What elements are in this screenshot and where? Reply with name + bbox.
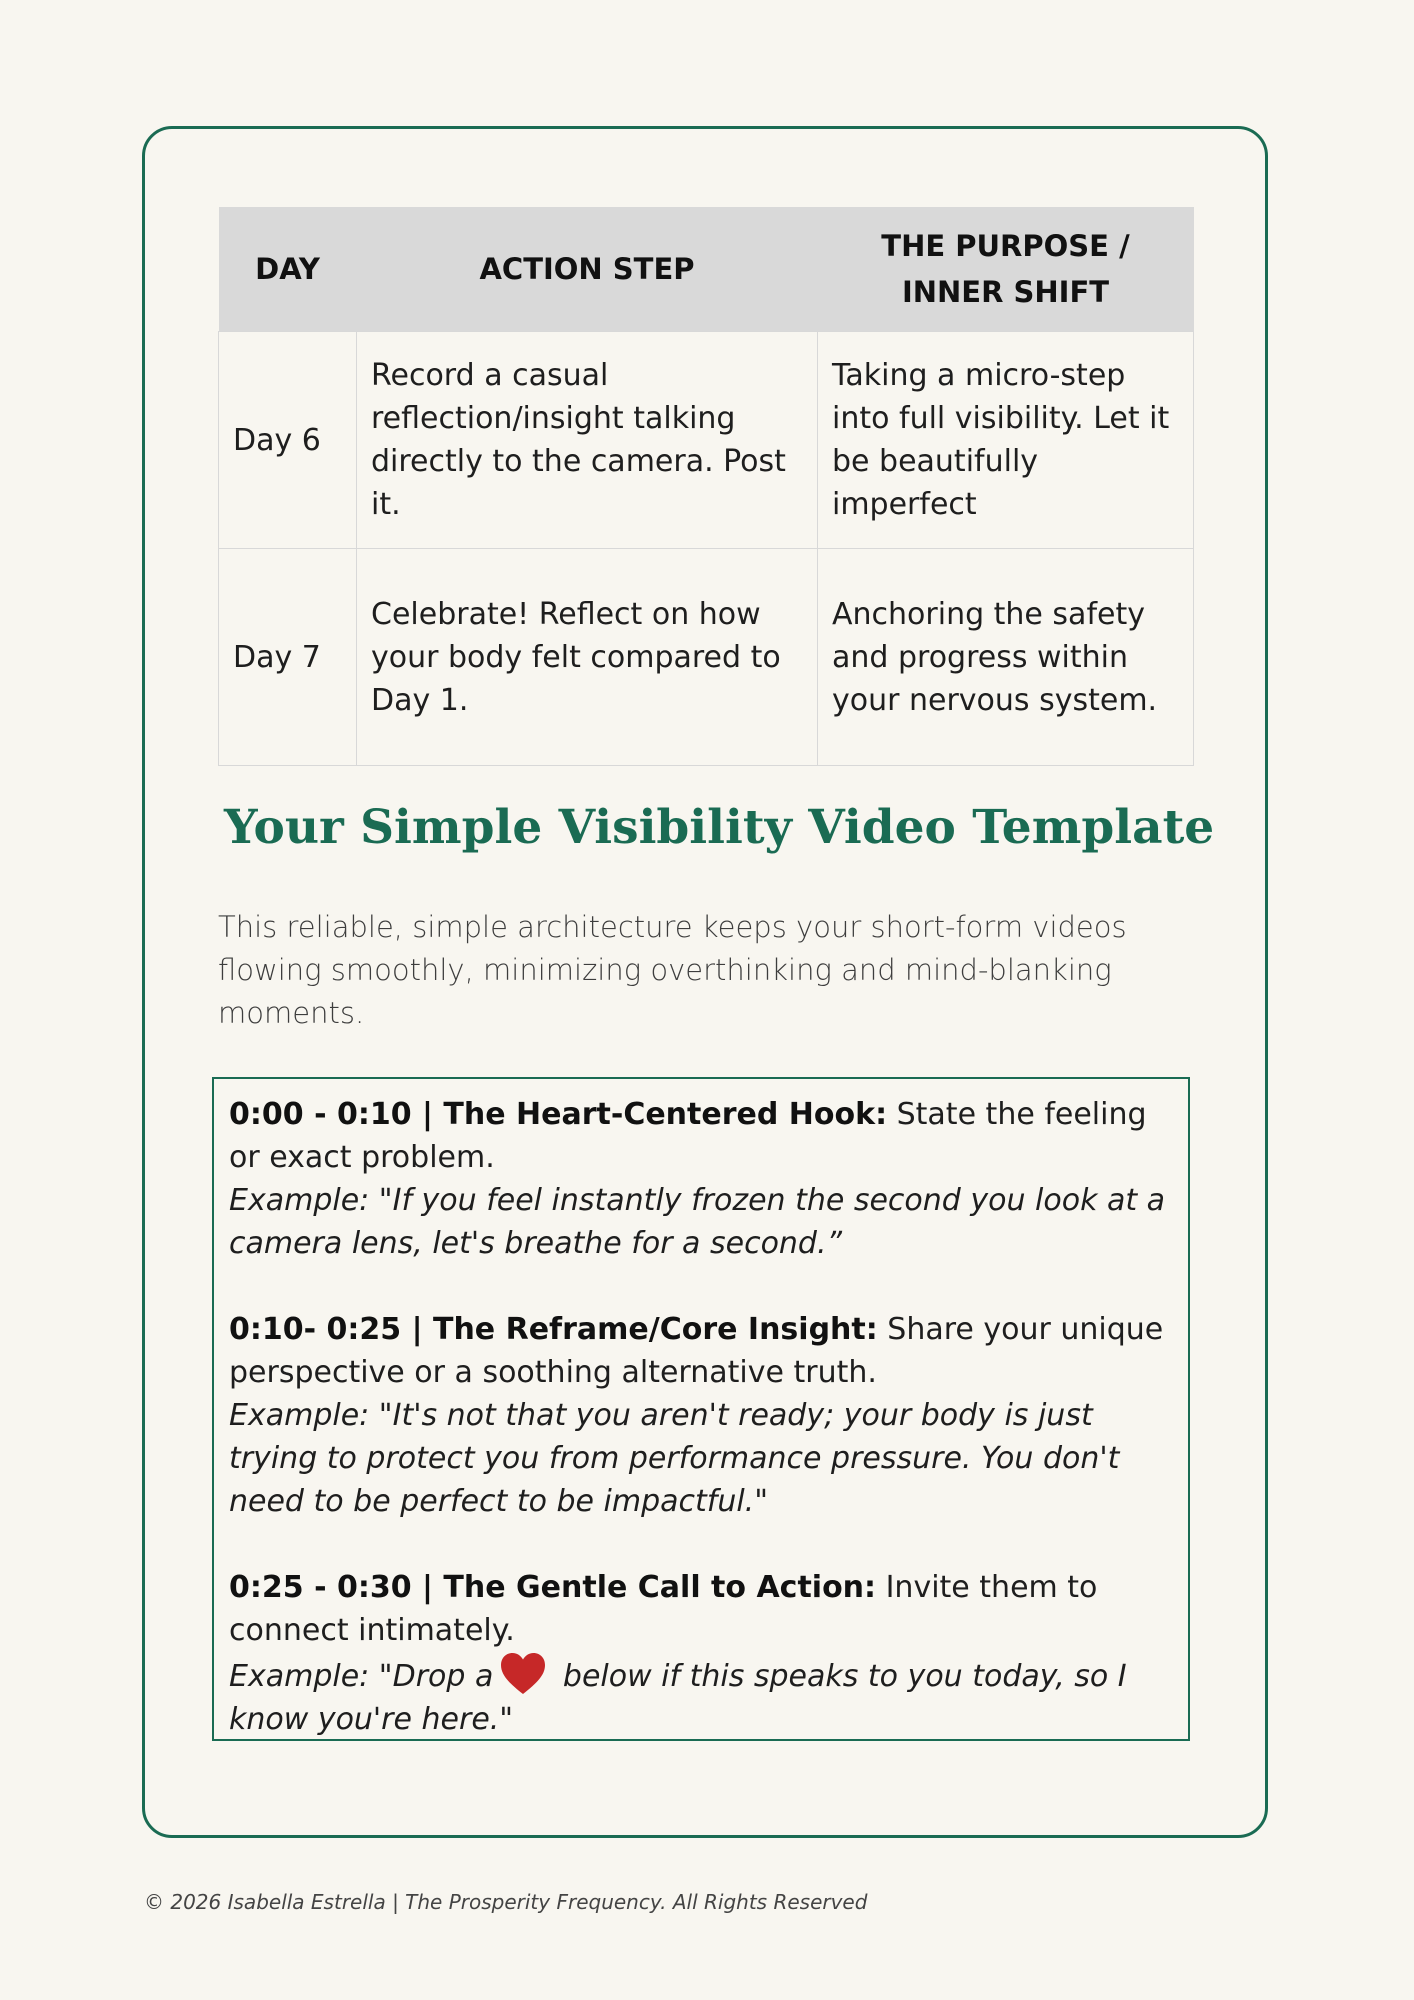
template-segment-cta: [229, 1566, 1176, 1741]
section-heading: Your Simple Visibility Video Template: [224, 800, 1215, 855]
table-row: [219, 332, 1194, 549]
segment-description: State the feeling or exact problem.: [229, 1097, 1147, 1175]
table-row: [219, 549, 1194, 766]
segment-title: 0:00 - 0:10 | The Heart-Centered Hook:: [229, 1097, 888, 1132]
intro-paragraph: This reliable, simple architecture keeps your short-form videos flowing smoothly, minimizing overthinking and mind-blanking moments.: [218, 910, 1127, 1030]
header-purpose: THE PURPOSE / INNER SHIFT: [818, 207, 1194, 332]
purpose-cell: Anchoring the safety and progress within your nervous system.: [818, 549, 1194, 766]
action-cell: Celebrate! Reflect on how your body felt compared to Day 1.: [357, 549, 818, 766]
segment-description: Share your unique perspective or a soothing alternative truth.: [229, 1312, 1164, 1390]
header-day: DAY: [219, 207, 357, 332]
heart-icon: [499, 1652, 547, 1696]
table-header-row: [219, 207, 1194, 332]
segment-title: 0:25 - 0:30 | The Gentle Call to Action:: [229, 1570, 877, 1605]
header-action-step: ACTION STEP: [357, 207, 818, 332]
video-template-box: [212, 1077, 1190, 1741]
segment-description: Invite them to connect intimately.: [229, 1570, 1098, 1648]
day-cell: Day 7: [219, 549, 357, 766]
template-segment-hook: [229, 1093, 1176, 1265]
challenge-table: [218, 207, 1194, 766]
segment-example: Example: "It's not that you aren't ready; your body is just trying to protect you from performance pressure. You don't need to be perfect to be impactful.": [229, 1398, 1120, 1519]
segment-example: [229, 1652, 1176, 1741]
example-text-before: Example: "Drop a: [229, 1659, 494, 1694]
segment-title: 0:10- 0:25 | The Reframe/Core Insight:: [229, 1312, 878, 1347]
action-cell: Record a casual reflection/insight talking directly to the camera. Post it.: [357, 332, 818, 549]
example-text-after: below if this speaks to you today, so I know you're here.": [229, 1659, 1127, 1737]
day-cell: Day 6: [219, 332, 357, 549]
segment-example: Example: "If you feel instantly frozen the second you look at a camera lens, let's breathe for a second.”: [229, 1183, 1166, 1261]
template-segment-reframe: [229, 1308, 1176, 1523]
copyright-footer: © 2026 Isabella Estrella | The Prosperity Frequency. All Rights Reserved: [144, 1890, 868, 1914]
purpose-cell: Taking a micro-step into full visibility. Let it be beautifully imperfect: [818, 332, 1194, 549]
